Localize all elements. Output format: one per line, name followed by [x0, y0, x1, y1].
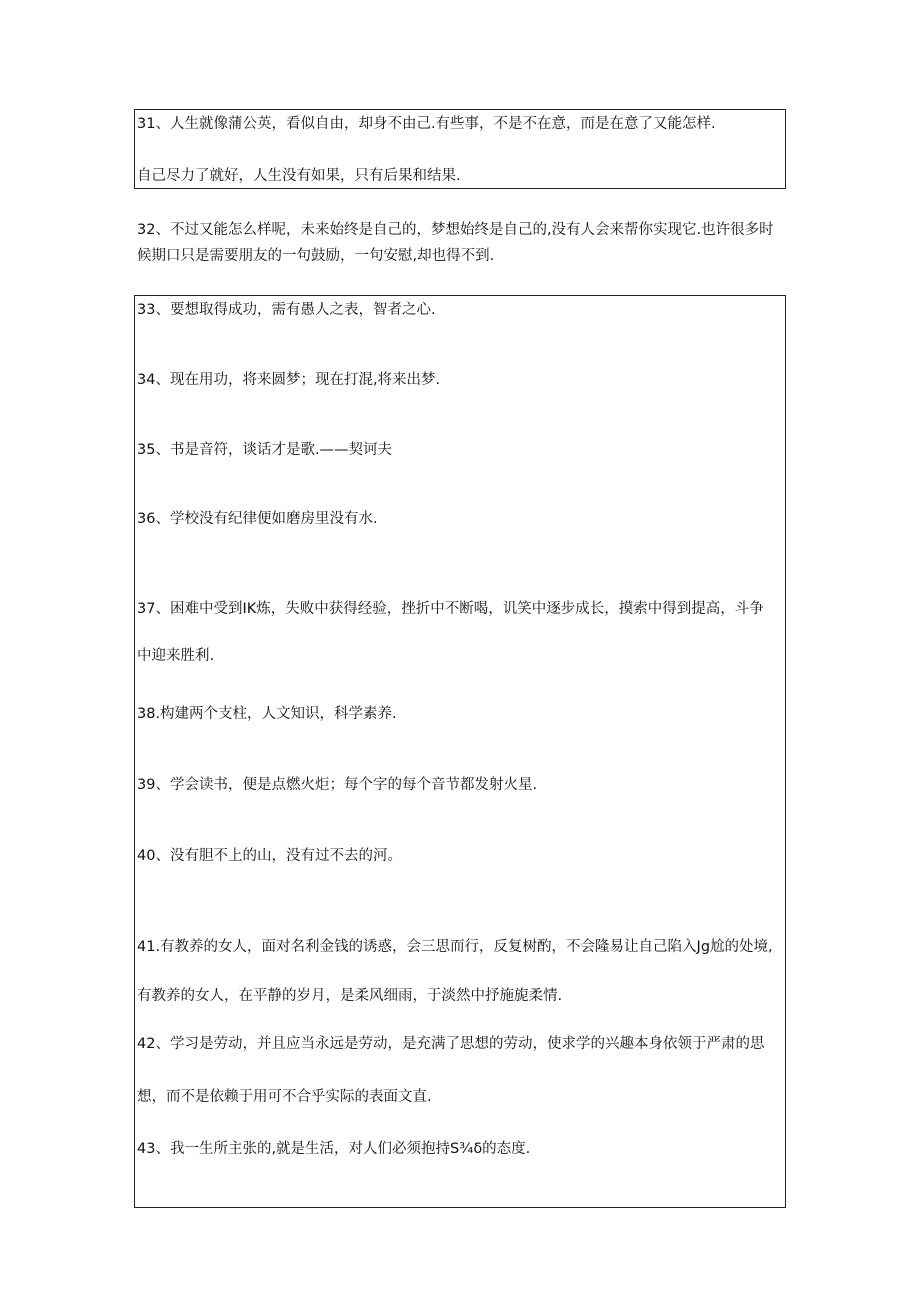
quote-37-line-1: 37、困难中受到IK炼，失败中获得经验，挫折中不断喝，讥笑中逐步成长，摸索中得到提高，斗争 [137, 601, 764, 617]
quote-37-line-2: 中迎来胜利. [137, 648, 215, 664]
quote-33: 33、要想取得成功，需有愚人之表，智者之心. [137, 302, 436, 318]
quote-39: 39、学会读书，便是点燃火炬；每个字的每个音节都发射火星. [137, 777, 538, 793]
quote-40: 40、没有胆不上的山，没有过不去的河。 [137, 848, 402, 864]
quote-32-line-1: 32、不过又能怎么样呢，未来始终是自己的，梦想始终是自己的,没有人会来帮你实现它.也许很多时 [137, 222, 774, 238]
quote-42-line-2: 想，而不是依赖于用可不合乎实际的表面文直. [137, 1089, 432, 1105]
quote-35: 35、书是音符，谈话才是歌.——契诃夫 [137, 442, 393, 458]
quote-34: 34、现在用功，将来圆梦；现在打混,将来出梦. [137, 372, 441, 388]
quote-box-33-43 [134, 295, 786, 1208]
quote-41-line-2: 有教养的女人，在平静的岁月，是柔风细雨，于淡然中抒施旎柔情. [137, 988, 563, 1004]
quote-36: 36、学校没有纪律便如磨房里没有水. [137, 511, 378, 527]
quote-42-line-1: 42、学习是劳动，并且应当永远是劳动，是充满了思想的劳动，使求学的兴趣本身依领于严肃的思 [137, 1036, 765, 1052]
quote-31-line-2: 自己尽力了就好，人生没有如果，只有后果和结果. [137, 168, 461, 184]
quote-41-line-1: 41.有教养的女人，面对名利金钱的诱惑，会三思而行，反复树酌，不会隆易让自己陷入Jg尬的处境, [137, 939, 773, 955]
quote-38: 38.构建两个支柱，人文知识，科学素养. [137, 706, 397, 722]
quote-31-line-1: 31、人生就像蒲公英，看似自由，却身不由己.有些事，不是不在意，而是在意了又能怎样. [137, 116, 716, 132]
quote-43: 43、我一生所主张的,就是生活，对人们必须抱持S¾δ的态度. [137, 1141, 531, 1157]
quote-32-line-2: 候期口只是需要朋友的一句鼓励，一句安慰,却也得不到. [137, 248, 495, 264]
